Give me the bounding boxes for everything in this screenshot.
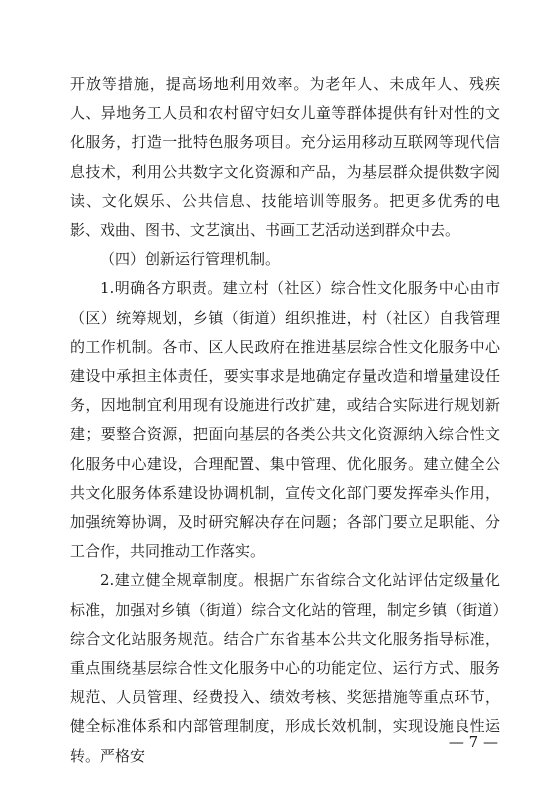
section-heading: （四）创新运行管理机制。 bbox=[100, 250, 281, 269]
paragraph-continuation: 开放等措施，提高场地利用效率。为老年人、未成年人、残疾人、异地务工人员和农村留守妇女儿童等群体提供有针对性的文化服务，打造一批特色服务项目。充分运用移动互联网等现代信息技术，利用公共数字文化资源和产品，为基层群众提供数字阅读、文化娱乐、公共信息、技能培训等服务。把更多优秀的电影、戏曲、图书、文艺演出、书画工艺活动送到群众中去。 bbox=[70, 75, 500, 240]
body-text bbox=[70, 70, 500, 771]
paragraph-regulations: 2.建立健全规章制度。根据广东省综合文化站评估定级量化标准，加强对乡镇（街道）综合文化站的管理，制定乡镇（街道）综合文化站服务规范。结合广东省基本公共文化服务指导标准，重点围绕基层综合性文化服务中心的功能定位、运行方式、服务规范、人员管理、经费投入、绩效考核、奖惩措施等重点环节，健全标准体系和内部管理制度，形成长效机制，实现设施良性运转。严格安 bbox=[70, 571, 500, 765]
paragraph-responsibilities: 1.明确各方职责。建立村（社区）综合性文化服务中心由市（区）统筹规划，乡镇（街道）组织推进，村（社区）自我管理的工作机制。各市、区人民政府在推进基层综合性文化服务中心建设中承担主体责任，要实事求是地确定存量改造和增量建设任务，因地制宜利用现有设施进行改扩建，或结合实际进行规划新建；要整合资源，把面向基层的各类公共文化资源纳入综合性文化服务中心建设，合理配置、集中管理、优化服务。建立健全公共文化服务体系建设协调机制，宣传文化部门要发挥牵头作用，加强统筹协调，及时研究解决存在问题；各部门要立足职能、分工合作，共同推动工作落实。 bbox=[70, 279, 500, 561]
page-number: — 7 — bbox=[448, 733, 498, 751]
